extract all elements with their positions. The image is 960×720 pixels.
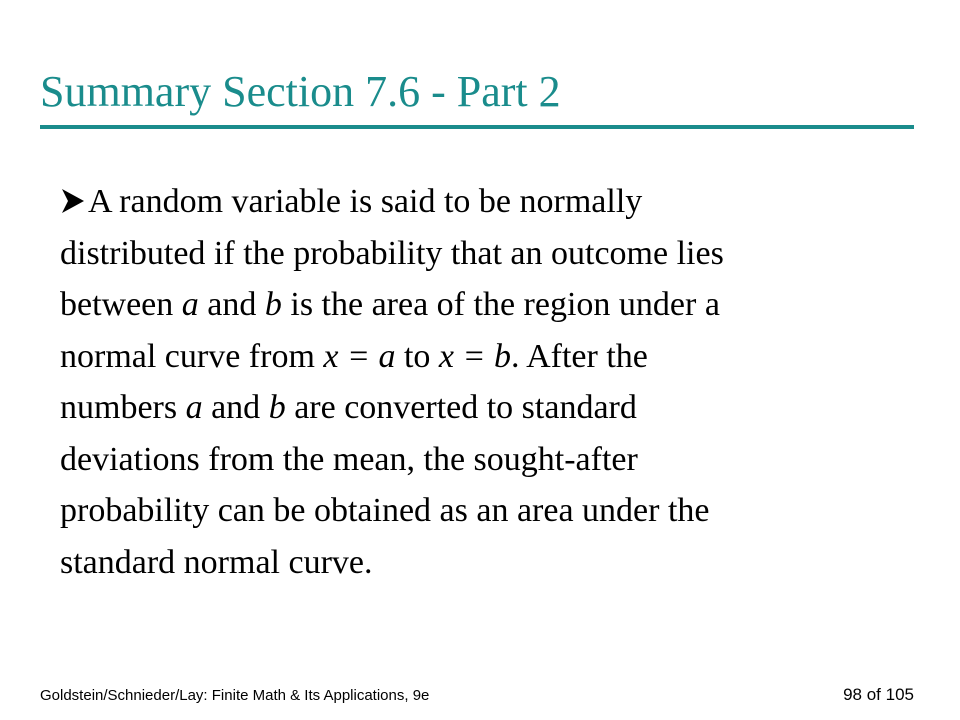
italic-variable: a <box>185 389 203 426</box>
paragraph-line <box>60 537 900 589</box>
line-segment: probability can be obtained as an area under the <box>60 492 710 529</box>
line-segment: A random variable is said to be normally <box>88 183 643 220</box>
paragraph-line <box>60 279 900 331</box>
line-segment: between <box>60 286 182 323</box>
paragraph-line <box>60 485 900 537</box>
line-segment: . After the <box>510 337 648 375</box>
line-segment: to <box>395 337 439 375</box>
paragraph-line <box>60 228 900 280</box>
paragraph-line <box>60 434 900 486</box>
title-underline-rule <box>40 125 914 129</box>
line-segment: distributed if the probability that an outcome lies <box>60 234 724 272</box>
paragraph-line <box>60 176 900 228</box>
italic-variable: a <box>181 286 199 323</box>
italic-variable: b <box>264 286 282 323</box>
line-segment: numbers <box>60 389 186 426</box>
line-segment: standard normal curve. <box>60 543 373 581</box>
line-segment: and <box>202 389 269 426</box>
footer-citation: Goldstein/Schnieder/Lay: Finite Math & Its Applications, 9e <box>40 687 430 704</box>
line-segment: are converted to standard <box>285 389 637 426</box>
page-number: 98 of 105 <box>843 685 914 704</box>
arrowhead-bullet-icon <box>60 188 86 214</box>
line-segment: deviations from the mean, the sought-after <box>60 440 638 478</box>
line-segment: normal curve from <box>60 337 324 375</box>
slide-title: Summary Section 7.6 - Part 2 <box>40 67 561 116</box>
italic-variable: b <box>268 389 286 426</box>
italic-expression: x = b <box>438 337 511 375</box>
paragraph-line <box>60 382 900 434</box>
line-segment: and <box>198 286 265 323</box>
italic-expression: x = a <box>323 337 396 375</box>
line-segment: is the area of the region under a <box>281 286 720 323</box>
paragraph-line <box>60 331 900 383</box>
bullet-paragraph <box>60 176 900 588</box>
